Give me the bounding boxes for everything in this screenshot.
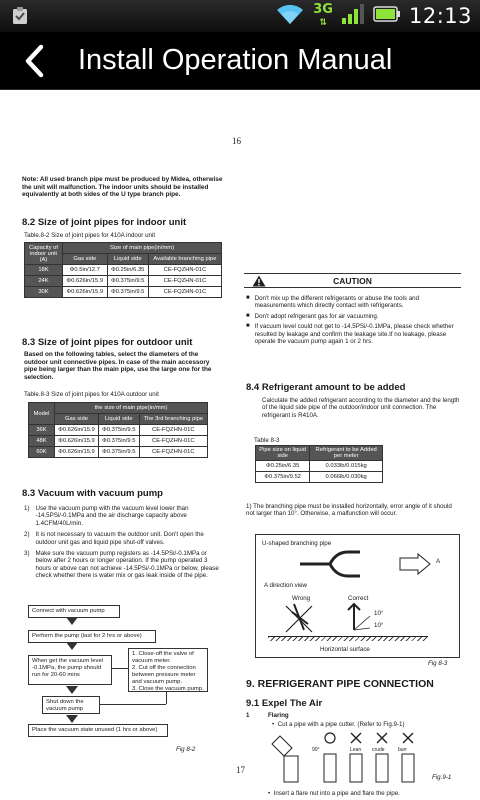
table-8-3 [28,402,208,458]
table-header: Model [29,403,55,425]
table-cell: Φ0.5in/12.7 [63,265,108,276]
flow-box: Perform the pump (last for 2 hrs or above) [28,630,156,643]
step-number: 2) [24,531,30,539]
list-item [24,505,224,527]
table-cell: 0.033lb/0.015kg [310,461,383,472]
table-cell: Φ0.626in/15.9 [55,425,99,436]
step-text: Make sure the vacuum pump registers as -14.5PSi/-0.1MPa or below after 2 hours or longer operation. If the pump operated 3 hours or above can not achieve -14.5PSi/-0.1MPa or below, please check whether there is water mix or gas leak inside of the pipe. [35,550,219,580]
figure-label: A direction view [264,582,307,589]
section-8-4-heading: 8.4 Refrigerant amount to be added [246,382,406,393]
section-vacuum-heading: 8.3 Vacuum with vacuum pump [22,488,163,499]
figure-label: A [436,558,441,565]
table-header: Available branching pipe [148,254,221,265]
flow-box: When get the vacuum level -0.1MPa, the pump should run for 20-60 mins [28,655,112,685]
branch-pipe-note: 1) The branching pipe must be installed horizontally, error angle of it should not larger than 10°. Otherwise, a malfunction will occur. [246,503,452,518]
section-9-1-heading: 9.1 Expel The Air [246,698,323,709]
caution-item: Don't mix up the different refrigerants or abuse the tools and measurements which directly contact with refrigerants. [254,295,420,310]
section-8-3-text: Based on the following tables, select the diameters of the outdoor unit connective pipes. In case of the main accessory pipe being larger than the main pipe, use the large one for the selection. [24,351,212,381]
table-cell: Φ0.375in/9.5 [98,436,139,447]
table-header: Liquid side [107,254,148,265]
u-branch-pipe-drawing [300,546,450,582]
table-cell: Φ0.375in/9.5 [98,447,139,458]
wifi-icon [275,2,305,30]
table-cell: 60K [29,447,55,458]
table-header: Size of main pipe(in/mm) [63,243,222,254]
table-cell: CE-FQZHN-01C [139,436,207,447]
signal-strength-icon [341,3,365,29]
flow-arrow [66,715,78,723]
flaring-bullet-text: Cut a pipe with a pipe cutter. (Refer to Fig.9-1) [277,721,405,728]
flow-arrow [66,617,78,625]
flow-box: Shut down the vacuum pump [42,696,100,714]
flow-box: 1. Close-off the valve of vacuum meter. 2. Cut off the connection between pressure meter and vacuum pump. 3. Close the vacuum pump. [128,648,208,692]
page-number-bottom: 17 [236,765,245,775]
fig-8-2-caption: Fig 8-2 [176,746,196,753]
hatch-pattern [268,637,428,641]
table-cell: Φ0.375in/9.5 [107,276,148,287]
flaring-number: 1 [246,712,250,719]
table-8-2-caption: Table.8-2 Size of joint pipes for 410A indoor unit [24,232,156,239]
table-cell: Φ0.25in/6.35 [107,265,148,276]
warning-triangle-icon [252,275,266,287]
table-cell: 30K [25,287,63,298]
step-text: Use the vacuum pump with the vacuum level lower than -14.5PSi/-0.1MPa and the air discharge capacity above 1.4CFM/40L/min. [35,505,189,527]
flaring-bullet-2: • Insert a flare nut into a pipe and flare the pipe. [268,790,400,797]
section-8-4-text: Calculate the added refrigerant according to the diameter and the length of the liquid side pipe of the outdoor/indoor unit connection. The refrigerant is R410A. [262,397,460,419]
table-cell: Φ0.375in/9.5 [98,425,139,436]
figure-label: 90° [312,747,320,753]
figure-label: Wrong [292,595,311,602]
caution-list [246,295,460,345]
table-header: The 3rd branching pipe [139,414,207,425]
table-8-3-caption: Table.8-3 Size of joint pipes for 410A outdoor unit [24,391,159,398]
chevron-left-icon [23,44,47,78]
flow-box: Place the vacuum state unused (1 hrs or above) [28,724,168,737]
flow-arrow [66,642,78,650]
table-header: Capacity of indoor unit (A) [25,243,63,265]
table-cell: 0.066lb/0.030kg [310,472,383,483]
list-item: ■ Don't mix up the different refrigerants or abuse the tools and measurements which directly contact with refrigerants. [246,295,460,310]
pipe-cut-drawing [270,730,430,790]
document-page[interactable] [0,90,480,800]
step-text: It is not necessary to vacuum the outdoor unit. Don't open the outdoor unit gas and liquid pipe shut-off valves. [35,531,204,546]
flow-connector [100,704,166,705]
table-cell: Φ0.375in/9.52 [256,472,310,483]
section-9-heading: 9. REFRIGERANT PIPE CONNECTION [246,678,434,690]
table-cell: CE-FQZHN-01C [139,425,207,436]
flaring-bullet-text: Insert a flare nut into a pipe and flare the pipe. [273,790,400,797]
caution-label: CAUTION [333,275,372,286]
figure-label: 10° [374,622,384,629]
figure-label: U-shaped branching pipe [262,540,332,547]
status-bar [0,0,480,32]
flaring-bullet-1: • Cut a pipe with a pipe cutter. (Refer to Fig.9-1) [272,721,405,728]
note-paragraph: Note: All used branch pipe must be produced by Midea, otherwise the unit will malfunction. The indoor units should be installed equivalently at both sides of the U type branch pipe. [22,176,223,199]
battery-icon [373,5,401,27]
fig-9-1-caption: Fig.9-1 [432,774,452,781]
list-item [24,550,224,580]
flow-connector [166,692,167,704]
step-number: 1) [24,505,30,512]
flow-arrow [66,686,78,694]
table-cell: CE-FQZHN-01C [139,447,207,458]
table-header: Refrigerant to be Added per meter [310,446,383,461]
action-bar [0,32,480,90]
flaring-heading: Flaring [268,712,289,719]
table-row [25,287,222,298]
list-item: ■ Don't adopt refrigerant gas for air vacuuming. [246,312,379,320]
page-title: Install Operation Manual [78,44,393,76]
table-header: Liquid side [98,414,139,425]
table-header: Gas side [55,414,99,425]
table-header: the size of main pipe(in/mm) [55,403,208,414]
table-cell: Φ0.626in/15.9 [63,276,108,287]
figure-label: burr [398,747,407,753]
table-cell: Φ0.626in/15.9 [55,436,99,447]
caution-banner [244,273,461,288]
table-cell: 24K [25,276,63,287]
figure-label: Lean [350,747,362,753]
network-type: 3G ⇅ [313,1,333,28]
vacuum-steps-list [24,505,224,580]
table-cell: 18K [25,265,63,276]
table-row [29,447,208,458]
section-8-3-heading: 8.3 Size of joint pipes for outdoor unit [22,337,193,348]
table-row [256,472,383,483]
table-row [29,436,208,447]
clipboard-check-icon [10,6,30,30]
table-row [29,425,208,436]
table-8-2 [24,242,222,298]
network-label: 3G [313,1,333,17]
table-refrigerant [255,445,383,483]
step-number: 3) [24,550,30,558]
section-8-2-heading: 8.2 Size of joint pipes for indoor unit [22,217,187,228]
table-header: Pipe size on liquid side [256,446,310,461]
list-item: ■ If vacuum level could not get to -14.5PSi/-0.1MPa, please check whether resulted by leakage and confirm the leakage site.If no leakage, please operate the vacuum pump again 1 or 2 hrs. [246,323,460,345]
clock: 12:13 [408,4,472,28]
table-cell: CE-FQZHN-01C [148,265,221,276]
flow-box: Connect with vacuum pump [28,605,120,618]
page-number-top: 16 [232,136,241,146]
table-header: Gas side [63,254,108,265]
caution-item: If vacuum level could not get to -14.5PSi/-0.1MPa, please check whether resulted by leakage and confirm the leakage site.If no leakage, please operate the vacuum pump again 1 or 2 hrs. [254,323,454,346]
figure-label: Horizontal surface [320,646,370,653]
table-cell: 48K [29,436,55,447]
back-button[interactable] [0,32,70,90]
table-cell: Φ0.375in/9.5 [107,287,148,298]
table-cell: CE-FQZHN-01C [148,276,221,287]
caution-item: Don't adopt refrigerant gas for air vacuuming. [254,312,379,320]
table-cell: Φ0.626in/15.9 [63,287,108,298]
fig-8-3-caption: Fig 8-3 [428,660,448,667]
table-cell: CE-FQZHN-01C [148,287,221,298]
figure-label: crude [372,747,385,753]
figure-label: Correct [348,595,369,602]
table-cell: Φ0.25in/6.35 [256,461,310,472]
list-item [24,531,224,546]
table-8-3b-caption: Table 8-3 [254,437,280,444]
table-cell: Φ0.626in/15.9 [55,447,99,458]
table-row [25,265,222,276]
table-row [25,276,222,287]
figure-label: 10° [374,610,384,617]
flow-connector [112,668,128,669]
direction-view-drawing [282,602,402,636]
table-cell: 36K [29,425,55,436]
table-row [256,461,383,472]
